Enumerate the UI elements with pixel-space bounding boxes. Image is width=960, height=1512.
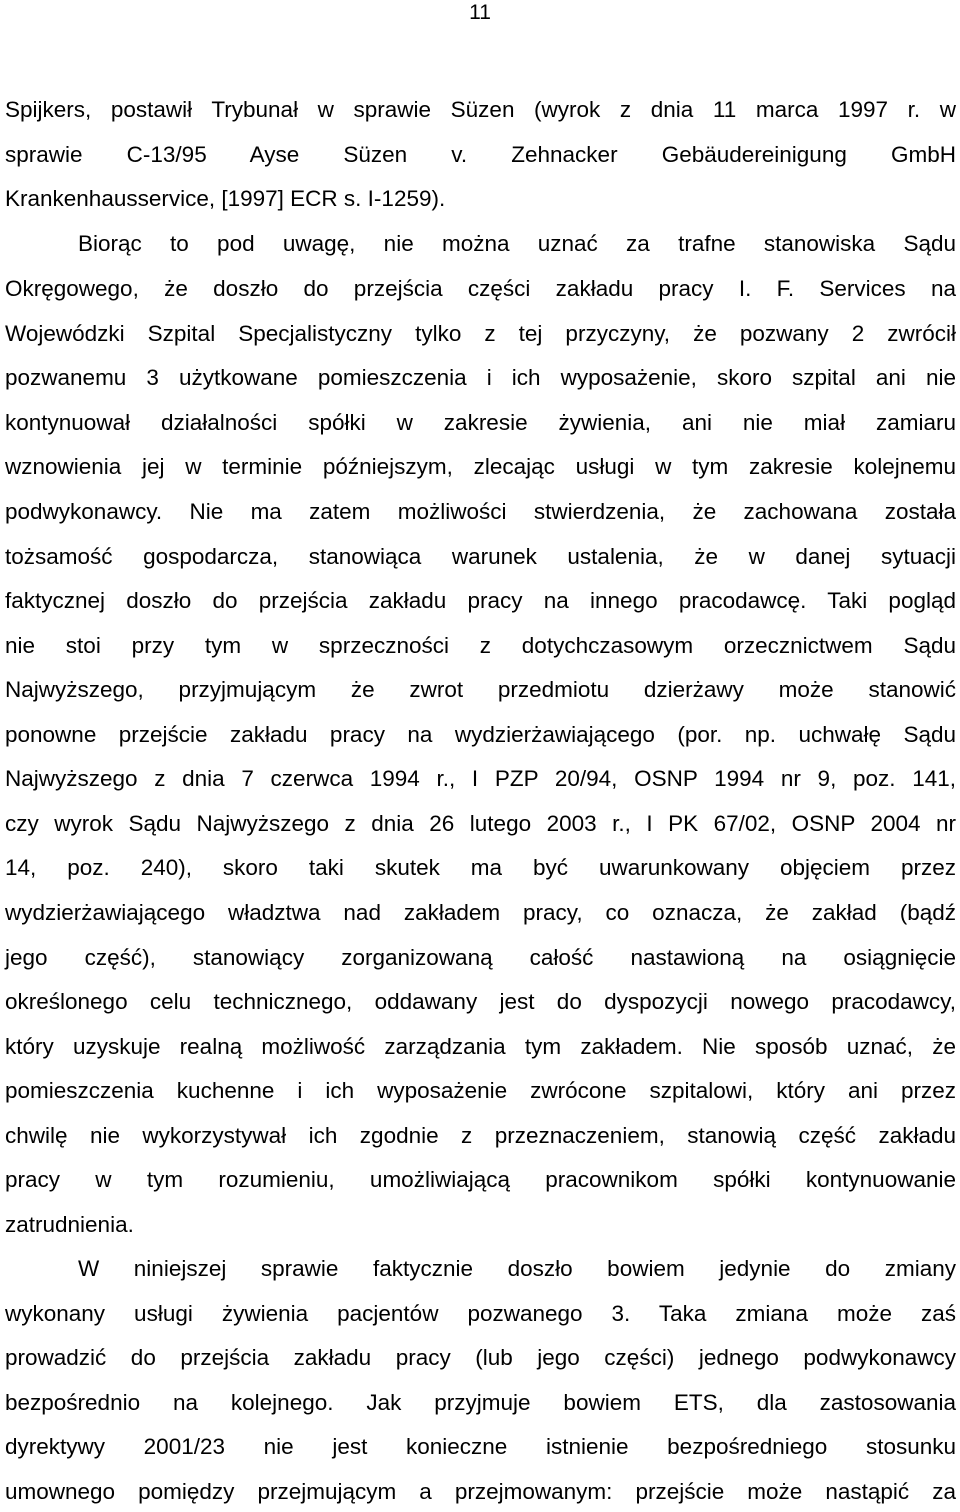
text-line: wznowienia jej w terminie późniejszym, zlecając usługi w tym zakresie kolejnemu xyxy=(5,454,956,479)
text-line: tożsamość gospodarcza, stanowiąca warunek ustalenia, że w danej sytuacji xyxy=(5,544,956,569)
text-line: umownego pomiędzy przejmującym a przejmowanym: przejście może nastąpić za xyxy=(5,1479,956,1504)
text-line: jego część), stanowiący zorganizowaną całość nastawioną na osiągnięcie xyxy=(5,945,956,970)
text-line: Krankenhausservice, [1997] ECR s. I-1259). xyxy=(5,186,446,211)
text-line: bezpośrednio na kolejnego. Jak przyjmuje bowiem ETS, dla zastosowania xyxy=(5,1390,956,1415)
page-number: 11 xyxy=(469,1,491,24)
text-line: 14, poz. 240), skoro taki skutek ma być uwarunkowany objęciem przez xyxy=(5,855,956,880)
text-line: Wojewódzki Szpital Specjalistyczny tylko z tej przyczyny, że pozwany 2 zwrócił xyxy=(5,321,956,346)
text-line: Najwyższego z dnia 7 czerwca 1994 r., I PZP 20/94, OSNP 1994 nr 9, poz. 141, xyxy=(5,766,956,791)
text-line: faktycznej doszło do przejścia zakładu pracy na innego pracodawcę. Taki pogląd xyxy=(5,588,956,613)
text-line: ponowne przejście zakładu pracy na wydzierżawiającego (por. np. uchwałę Sądu xyxy=(5,722,956,747)
text-line: kontynuował działalności spółki w zakresie żywienia, ani nie miał zamiaru xyxy=(5,410,956,435)
text-line: Okręgowego, że doszło do przejścia części zakładu pracy I. F. Services na xyxy=(5,276,956,301)
text-line: prowadzić do przejścia zakładu pracy (lub jego części) jednego podwykonawcy xyxy=(5,1345,956,1370)
text-line: chwilę nie wykorzystywał ich zgodnie z przeznaczeniem, stanowią część zakładu xyxy=(5,1123,956,1148)
text-line: pracy w tym rozumieniu, umożliwiającą pracownikom spółki kontynuowanie xyxy=(5,1167,956,1192)
text-line: czy wyrok Sądu Najwyższego z dnia 26 lutego 2003 r., I PK 67/02, OSNP 2004 nr xyxy=(5,811,956,836)
text-line: określonego celu technicznego, oddawany jest do dyspozycji nowego pracodawcy, xyxy=(5,989,956,1014)
text-line: pozwanemu 3 użytkowane pomieszczenia i ich wyposażenie, skoro szpital ani nie xyxy=(5,365,956,390)
text-line: Spijkers, postawił Trybunał w sprawie Süzen (wyrok z dnia 11 marca 1997 r. w xyxy=(5,97,956,122)
text-line: wydzierżawiającego władztwa nad zakładem pracy, co oznacza, że zakład (bądź xyxy=(5,900,956,925)
text-line: dyrektywy 2001/23 nie jest konieczne istnienie bezpośredniego stosunku xyxy=(5,1434,956,1459)
text-line: podwykonawcy. Nie ma zatem możliwości stwierdzenia, że zachowana została xyxy=(5,499,956,524)
text-line: Biorąc to pod uwagę, nie można uznać za trafne stanowiska Sądu xyxy=(78,231,956,256)
text-line: sprawie C-13/95 Ayse Süzen v. Zehnacker Gebäudereinigung GmbH xyxy=(5,142,956,167)
text-line: Najwyższego, przyjmującym że zwrot przedmiotu dzierżawy może stanowić xyxy=(5,677,956,702)
text-line: zatrudnienia. xyxy=(5,1212,134,1237)
text-line: wykonany usługi żywienia pacjentów pozwanego 3. Taka zmiana może zaś xyxy=(5,1301,956,1326)
text-line: pomieszczenia kuchenne i ich wyposażenie zwrócone szpitalowi, który ani przez xyxy=(5,1078,956,1103)
text-line: który uzyskuje realną możliwość zarządzania tym zakładem. Nie sposób uznać, że xyxy=(5,1034,956,1059)
text-line: nie stoi przy tym w sprzeczności z dotychczasowym orzecznictwem Sądu xyxy=(5,633,956,658)
text-line: W niniejszej sprawie faktycznie doszło bowiem jedynie do zmiany xyxy=(78,1256,956,1281)
